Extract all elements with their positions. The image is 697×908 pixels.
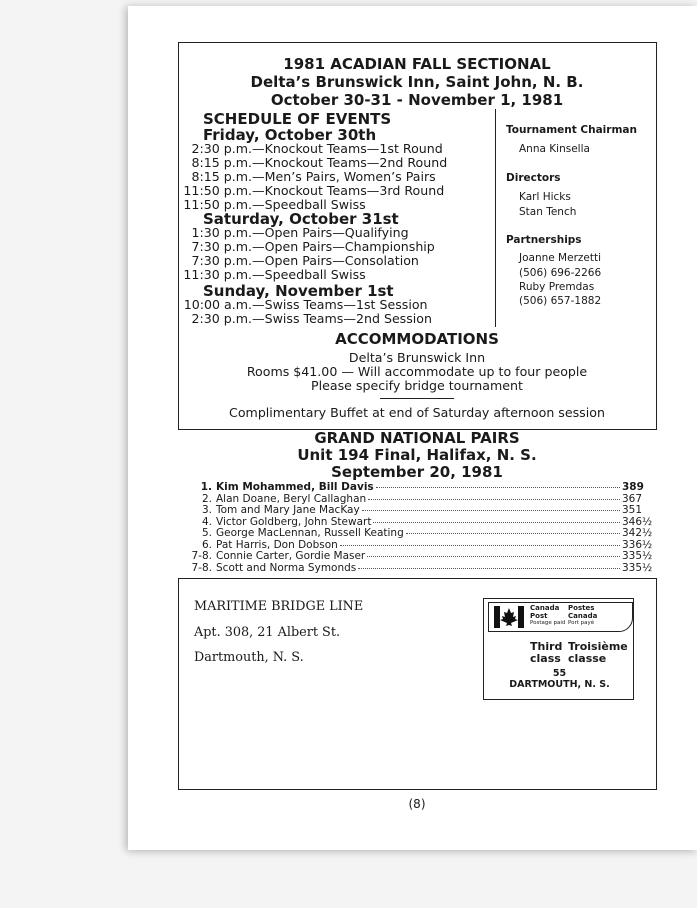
- partnership-contact: (506) 657-1882: [519, 295, 602, 307]
- tournament-box: [178, 42, 657, 430]
- results-date: September 20, 1981: [331, 463, 503, 481]
- results-table: [186, 481, 653, 577]
- day-label-saturday: Saturday, October 31st: [203, 210, 399, 228]
- mailing-line-1: MARITIME BRIDGE LINE: [194, 599, 364, 614]
- event-row: 2:30 p.m.—Swiss Teams—2nd Session: [191, 311, 432, 326]
- postage-post: Post: [530, 612, 548, 620]
- event-row: 8:15 p.m.—Men’s Pairs, Women’s Pairs: [191, 169, 436, 184]
- table-row: 7-8. Connie Carter, Gordie Maser 335½: [191, 550, 653, 562]
- event-row: 11:50 p.m.—Knockout Teams—3rd Round: [183, 183, 445, 198]
- chairman-label: Tournament Chairman: [506, 124, 637, 136]
- event-row: 7:30 p.m.—Open Pairs—Championship: [191, 239, 435, 254]
- event-list-saturday: [179, 226, 435, 282]
- postage-third: Third: [530, 640, 563, 653]
- table-row: 1. Kim Mohammed, Bill Davis 389: [200, 481, 644, 493]
- table-row: 3. Tom and Mary Jane MacKay 351: [201, 504, 643, 516]
- room-rate: Rooms $41.00 — Will accommodate up to four people: [246, 364, 588, 379]
- divider-rule: [380, 398, 454, 399]
- postage-port-paye: Port payé: [568, 620, 595, 626]
- event-row: 10:00 a.m.—Swiss Teams—1st Session: [183, 297, 428, 312]
- chairman-name: Anna Kinsella: [519, 143, 590, 155]
- postage-postes: Postes: [568, 604, 595, 612]
- day-label-sunday: Sunday, November 1st: [203, 282, 394, 300]
- postage-canada-fr: Canada: [568, 612, 598, 620]
- schedule-heading: SCHEDULE OF EVENTS: [203, 110, 392, 128]
- event-row: 11:50 p.m.—Speedball Swiss: [183, 197, 366, 212]
- booking-note: Please specify bridge tournament: [311, 378, 523, 393]
- partnership-contact: Ruby Premdas: [519, 281, 595, 293]
- postage-indicia: [483, 598, 634, 700]
- table-row: 7-8. Scott and Norma Symonds 335½: [191, 561, 653, 574]
- postage-city: DARTMOUTH, N. S.: [509, 679, 610, 690]
- maple-leaf-icon: [494, 606, 524, 628]
- mailing-line-3: Dartmouth, N. S.: [194, 650, 304, 665]
- document-page: [128, 6, 697, 850]
- postage-troisieme: Troisième: [568, 640, 628, 653]
- results-subtitle: Unit 194 Final, Halifax, N. S.: [297, 446, 537, 464]
- page-number: (8): [408, 797, 426, 811]
- event-row: 2:30 p.m.—Knockout Teams—1st Round: [191, 141, 443, 156]
- column-divider: [495, 109, 496, 327]
- event-list-sunday: [179, 298, 432, 326]
- day-label-friday: Friday, October 30th: [203, 126, 377, 144]
- director-name: Karl Hicks: [519, 191, 571, 203]
- director-name: Stan Tench: [519, 206, 577, 218]
- results-title: GRAND NATIONAL PAIRS: [314, 429, 520, 447]
- mailing-line-2: Apt. 308, 21 Albert St.: [194, 625, 341, 640]
- buffet-note: Complimentary Buffet at end of Saturday afternoon session: [229, 405, 605, 420]
- postage-canada: Canada: [530, 604, 560, 612]
- table-row: 6. Pat Harris, Don Dobson 336½: [201, 538, 653, 551]
- postage-paid: Postage paid: [530, 620, 566, 626]
- table-row: 2. Alan Doane, Beryl Callaghan 367: [201, 492, 643, 505]
- event-row: 7:30 p.m.—Open Pairs—Consolation: [191, 253, 419, 268]
- hotel-name: Delta’s Brunswick Inn: [348, 350, 486, 365]
- tournament-title: 1981 ACADIAN FALL SECTIONAL: [283, 55, 551, 73]
- postage-class: class: [530, 652, 561, 665]
- tournament-dates: October 30-31 - November 1, 1981: [270, 91, 564, 109]
- tournament-venue: Delta’s Brunswick Inn, Saint John, N. B.: [250, 73, 584, 91]
- event-row: 11:30 p.m.—Speedball Swiss: [183, 267, 366, 282]
- postage-classe: classe: [568, 652, 607, 665]
- partnership-contact: (506) 696-2266: [519, 267, 602, 279]
- table-row: 5. George MacLennan, Russell Keating 342½: [201, 527, 653, 539]
- event-row: 1:30 p.m.—Open Pairs—Qualifying: [191, 225, 409, 240]
- partnerships-label: Partnerships: [506, 234, 582, 246]
- event-list-friday: [179, 142, 447, 212]
- accommodations-heading: ACCOMMODATIONS: [335, 330, 499, 348]
- directors-label: Directors: [506, 172, 561, 184]
- postage-number: 55: [552, 668, 567, 679]
- partnership-contact: Joanne Merzetti: [519, 252, 602, 264]
- table-row: 4. Victor Goldberg, John Stewart 346½: [201, 515, 653, 528]
- event-row: 8:15 p.m.—Knockout Teams—2nd Round: [191, 155, 448, 170]
